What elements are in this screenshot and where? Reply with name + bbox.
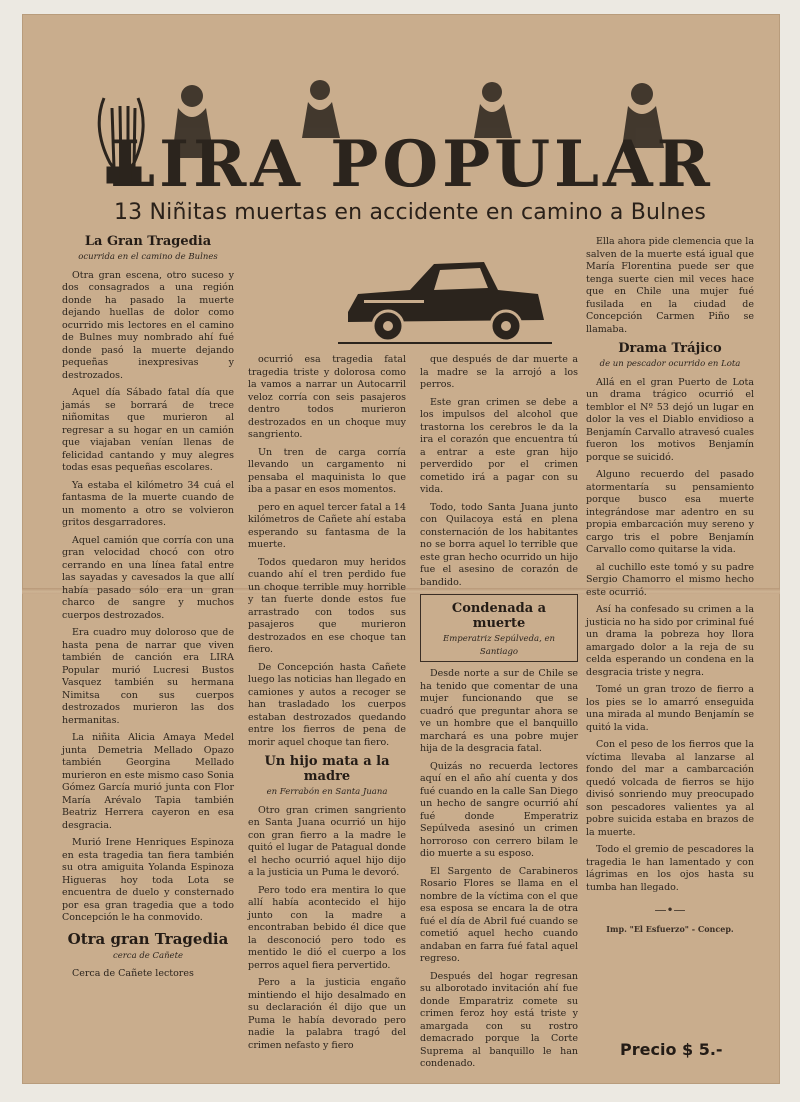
newspaper-sheet: [22, 14, 780, 1084]
paragraph: Alguno recuerdo del pasado atormentaría su pensamiento porque busco esa muerte integrándose mar adentro en su propia embarcación muy sereno y cargo tris el pobre Benjamín Carvallo como quitarse la vida.: [586, 469, 754, 555]
main-headline: 13 Niñitas muertas en accidente en camino a Bulnes: [113, 200, 707, 225]
section-title-drama-trajico: Drama Trájico: [618, 341, 722, 356]
column-3: [420, 354, 578, 1076]
paragraph: Ya estaba el kilómetro 34 cuá el fantasma de la muerte cuando de un momento a otro se volvieron gritos desgarradores.: [62, 479, 234, 528]
paragraph: Todo el gremio de pescadores la tragedia le han lamentado y con lágrimas en los ojos hasta su tumba han llegado.: [586, 844, 754, 893]
paragraph: al cuchillo este tomó y su padre Sergio Chamorro el mismo hecho este ocurrió.: [586, 561, 754, 598]
paragraph: Después del hogar regresan su alborotado invitación ahí fue donde Emparatriz comete su crimen feroz hoy está triste y amargada con su rostro demacrado porque la Corte Suprema al banquillo le han condenado.: [420, 970, 578, 1069]
section-subtitle: Emperatriz Sepúlveda, en Santiago: [443, 634, 555, 657]
paragraph: De Concepción hasta Cañete luego las noticias han llegado en camiones y autos a recoger se han trasladado los cuerpos estaban destrozados quedando entre los fierros de pena de morir aquel choque tan fiero.: [248, 661, 406, 748]
column-4: [586, 236, 754, 935]
paragraph: Cerca de Cañete lectores: [72, 968, 194, 979]
paragraph: Este gran crimen se debe a los impulsos del alcohol que trastorna los cerebros le da la ira el corazón que encuentra tú a entrar a este gran hijo perverdido por el crimen cometido irá a pagar con su vida.: [420, 396, 578, 495]
section-subtitle: ocurrida en el camino de Bulnes: [78, 252, 218, 262]
masthead-banner: [82, 68, 742, 196]
paragraph: Desde norte a sur de Chile se ha tenido que comentar de una mujer funcionando que se cuadró que preguntar ahora se ve un hombre que el banquillo marchará es una pobre mujer hija de la desgracia fatal.: [420, 668, 578, 754]
boxed-headline: [420, 594, 578, 662]
paragraph: Pero a la justicia engaño mintiendo el hijo desalmado en su declaración él dijo que un Puma le había devorado pero nadie la palabra tragó del crimen nefasto y fiero: [248, 977, 406, 1051]
section-subtitle: en Ferrabón en Santa Juana: [266, 787, 388, 797]
paragraph: Quizás no recuerda lectores aquí en el año ahí cuenta y dos fué cuando en la calle San Diego un hecho de sangre ocurrió ahí fué donde Emperatriz Sepúlveda asesinó un crimen horroroso con cerrero bilam le dio muerte a su esposo.: [420, 760, 578, 859]
paragraph: Aquel camión que corría con una gran velocidad chocó con otro cerrando en una línea fatal entre las sayadas y cavesados la que allí había pasado sólo era un gran charco de sangre y muchos cuerpos destrozados.: [62, 534, 234, 621]
paragraph: Otro gran crimen sangriento en Santa Juana ocurrió un hijo con gran fierro a la madre le quitó el lugar de Patagual donde el hecho ocurrió aquel hijo dijo a la justicia un Puma le devoró.: [248, 804, 406, 878]
masthead-illustration: [82, 68, 742, 196]
paragraph: Otra gran escena, otro suceso y dos consagrados a una región donde ha pasado la muerte dejando huellas de dolor como ocurrido mis lectores en el camino de Bulnes muy nombrado ahí fué donde pasó la muerte dejando pequeñas inexpresivas y destrozados.: [62, 269, 234, 381]
paragraph: La niñita Alicia Amaya Medel junta Demetria Mellado Opazo también Georgina Mellado murieron en este mismo caso Sonia Gómez García murió junta con Flor María Arévalo Tapia también Beatriz Herrera cayeron en esa desgracia.: [62, 732, 234, 831]
paragraph: Pero todo era mentira lo que allí había acontecido el hijo junto con la madre a encontraban bebido él dice que la desconoció pero todo es mentido le dió el cuerpo a los perros aquel fiera pervertido.: [248, 884, 406, 971]
section-title-la-gran-tragedia: La Gran Tragedia: [84, 234, 212, 249]
section-subtitle: de un pescador ocurrido en Lota: [599, 359, 741, 369]
paragraph: Era cuadro muy doloroso que de hasta pena de narrar que viven también de canción era LIRA Popular murió Lucresi Bustos Vasquez también su hermana Nimitsa con sus cuerpos destrozados murieron las dos hermanitas.: [62, 627, 234, 726]
section-subtitle: cerca de Cañete: [112, 950, 184, 961]
column-1: [62, 232, 234, 986]
paragraph: El Sargento de Carabineros Rosario Flores se llama en el nombre de la víctima con el que esa esposa se encara la de otra fué el día de Abril fué cuando se cometió aquel hecho cuando andaban en farra fué fatal aquel regreso.: [420, 865, 578, 964]
section-title-condenada-a-muerte: Condenada a muerte: [451, 601, 547, 631]
ornament-divider: —•—: [654, 903, 686, 917]
paragraph: Un tren de carga corría llevando un cargamento ni pensaba el maquinista lo que iba a pasar en esos momentos.: [248, 446, 406, 495]
paragraph: Aquel día Sábado fatal día que jamás se borrará de trece niñomitas que murieron al regresar a su hogar en un camión que viajaban venían llenas de felicidad cantando y muy alegres todas esas pequeñas escolares.: [62, 387, 234, 473]
paragraph: Todo, todo Santa Juana junto con Quilacoya está en plena consternación de los habitantes no se borra aquel lo terrible que este gran hecho ocurrido un hijo fue el asesino de corazón de bandido.: [420, 501, 578, 588]
paragraph: pero en aquel tercer fatal a 14 kilómetros de Cañete ahí estaba esperando su fantasma de la muerte.: [248, 501, 406, 550]
paragraph: Murió Irene Henriques Espinoza en esta tragedia tan fiera también su otra amiguita Yolanda Espinoza Higueras hoy toda Lota se encuentra de duelo y consternado por esa gran tragedia que a todo Concepción le ha conmovido.: [62, 837, 234, 923]
section-title-un-hijo-mata: Un hijo mata a la madre: [264, 754, 390, 784]
section-title-otra-gran-tragedia: Otra gran Tragedia: [67, 929, 229, 948]
paragraph: Así ha confesado su crimen a la justicia no ha sido por criminal fué un drama la pobreza hoy llora amargado dolor a la reja de su celda esperando un condena en la desgracia triste y negra.: [586, 604, 754, 678]
paragraph: Allá en el gran Puerto de Lota un drama trágico ocurrió el temblor el Nº 53 dejó un lugar en dolor la ves el Diablo envidioso a Benjamín Carvallo atravesó cuales fueron los motivos Benjamín porque se suicidó.: [586, 376, 754, 463]
printer-imprint: Imp. "El Esfuerzo" - Concep.: [606, 923, 734, 934]
masthead-title: LIRA POPULAR: [110, 127, 714, 196]
price-label: Precio $ 5.-: [620, 1040, 723, 1059]
paragraph: Todos quedaron muy heridos cuando ahí el tren perdido fue un choque terrible muy horrible y tan fuerte donde estos fue arrastrado con todos sus pasajeros que murieron destrozados en ese choque tan fiero.: [248, 556, 406, 655]
paragraph: ocurrió esa tragedia fatal tragedia triste y dolorosa como la vamos a narrar un Autocarril veloz corría con seis pasajeros dentro todos murieron destrozados en un choque muy sangriento.: [248, 354, 406, 440]
paragraph: que después de dar muerte a la madre se la arrojó a los perros.: [420, 354, 578, 390]
paragraph: Tomé un gran trozo de fierro a los pies se lo amarró enseguida una mirada al mundo Benjamín se quitó la vida.: [586, 684, 754, 733]
column-2: [248, 354, 406, 1057]
paragraph: Ella ahora pide clemencia que la salven de la muerte está igual que María Florentina puede ser que tenga suerte cien mil veces hace que en Chile una mujer fué fusilada en la ciudad de Concepción Carmen Piño se llamaba.: [586, 236, 754, 335]
paragraph: Con el peso de los fierros que la víctima llevaba al lanzarse al fondo del mar a cambarcación quedó volcada de fierros se hijo divisó sonriendo muy preocupado son pescadores valientes ya al pobre suicida estaba en brazos de la muerte.: [586, 739, 754, 838]
truck-illustration: [338, 250, 552, 350]
